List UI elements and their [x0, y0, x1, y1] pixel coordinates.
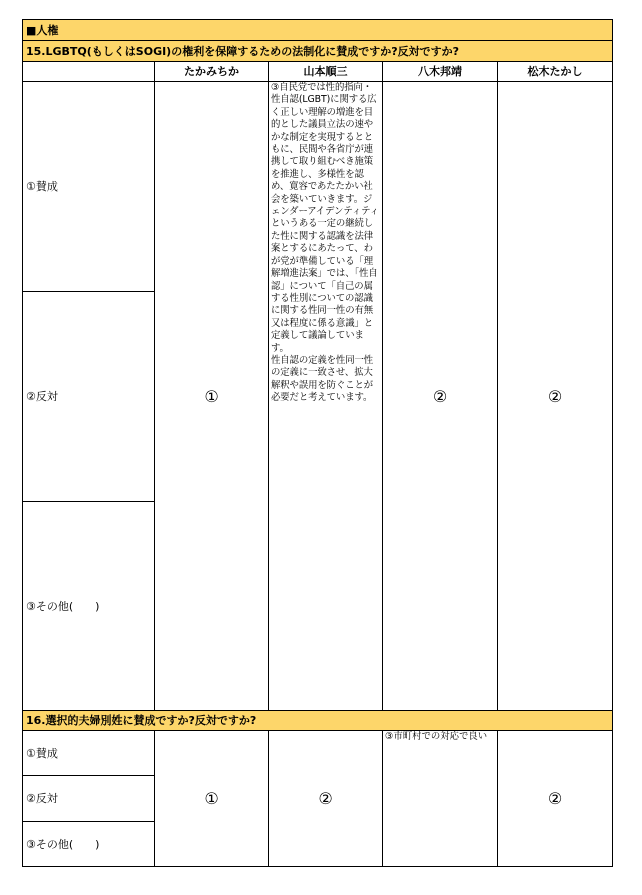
- q15-yamamoto-comment: ③自民党では性的指向・性自認(LGBT)に関する広く正しい理解の増進を目的とした議員立法の速やかな制定を実現するとともに、民間や各省庁が連携して取り組むべき施策を推進し、多様性を認め、寛容であたたかい社会を築いていきます。ジェンダーアイデンティティというある一定の継続した性に関する認識を法律案とするにあたって、わが党が準備している「理解増進法案」では、「性自認」について「自己の属する性別についての認識に関する性同一性の有無又は程度に係る意識」と定義して議論しています。: [271, 82, 379, 354]
- q15-option-other: ③その他( ): [23, 502, 155, 711]
- q16-option-oppose: ②反対: [23, 776, 155, 822]
- candidate-takami: たかみちか: [155, 62, 269, 82]
- q15-yamamoto-comment-2: 性自認の定義を性同一性の定義に一致させ、拡大解釈や誤用を防ぐことが必要だと考えています。: [271, 354, 374, 404]
- question-15: 15.LGBTQ(もしくはSOGI)の権利を保障するための法制化に賛成ですか?反対ですか?: [23, 41, 613, 62]
- q16-answer-yamamoto: ②: [269, 731, 383, 867]
- q15-answer-yagi: ②: [383, 82, 498, 711]
- q15-option-agree: ①賛成: [23, 82, 155, 292]
- candidate-yamamoto: 山本順三: [269, 62, 383, 82]
- q16-answer-takami: ①: [155, 731, 269, 867]
- candidate-matsumoto: 松木たかし: [498, 62, 613, 82]
- q16-option-agree: ①賛成: [23, 731, 155, 776]
- candidate-yagi: 八木邦靖: [383, 62, 498, 82]
- q16-answer-yagi: ③市町村での対応で良い: [383, 731, 498, 867]
- survey-sheet: [22, 19, 612, 867]
- q16-answer-matsumoto: ②: [498, 731, 613, 867]
- question-16: 16.選択的夫婦別姓に賛成ですか?反対ですか?: [23, 711, 613, 731]
- q15-answer-takami: ①: [155, 82, 269, 711]
- q15-answer-matsumoto: ②: [498, 82, 613, 711]
- survey-table: [22, 19, 613, 867]
- section-title: ■人権: [23, 20, 613, 41]
- q16-option-other: ③その他( ): [23, 822, 155, 867]
- header-blank: [23, 62, 155, 82]
- q15-answer-yamamoto: [269, 82, 383, 711]
- q15-option-oppose: ②反対: [23, 292, 155, 502]
